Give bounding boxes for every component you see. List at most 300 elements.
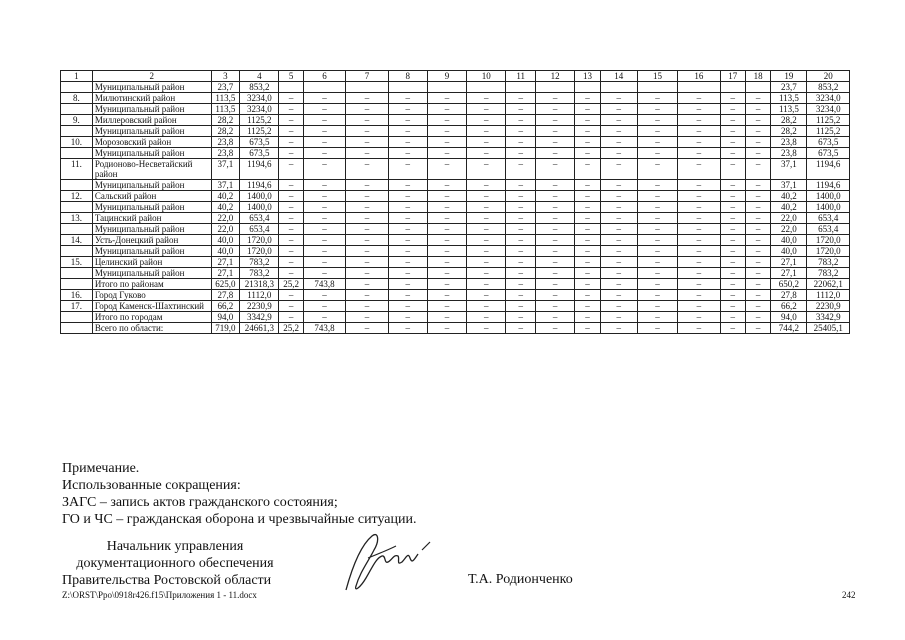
value-cell: – [346, 268, 388, 279]
value-cell: – [536, 104, 575, 115]
value-cell: 673,5 [807, 137, 850, 148]
value-cell: 37,1 [211, 159, 240, 180]
table-row [61, 93, 850, 104]
value-cell: – [745, 148, 770, 159]
value-cell: – [346, 115, 388, 126]
value-cell: – [600, 235, 637, 246]
value-cell: – [637, 126, 677, 137]
value-cell: 28,2 [211, 126, 240, 137]
row-number-cell: 12. [61, 191, 93, 202]
value-cell: 743,8 [303, 279, 345, 290]
row-number-cell [61, 279, 93, 290]
table-row [61, 148, 850, 159]
value-cell: 24661,3 [240, 323, 279, 334]
value-cell: – [506, 180, 536, 191]
value-cell: – [575, 93, 600, 104]
value-cell: – [745, 290, 770, 301]
value-cell: 673,5 [240, 137, 279, 148]
value-cell: – [346, 312, 388, 323]
value-cell: – [388, 202, 427, 213]
value-cell: – [303, 115, 345, 126]
value-cell: – [279, 213, 303, 224]
value-cell: – [467, 180, 506, 191]
value-cell: 23,8 [771, 148, 807, 159]
notes-title: Примечание. [62, 461, 140, 476]
value-cell: – [427, 290, 466, 301]
row-number-cell: 10. [61, 137, 93, 148]
value-cell: – [506, 104, 536, 115]
value-cell: – [506, 148, 536, 159]
value-cell: – [600, 137, 637, 148]
table-row [61, 104, 850, 115]
file-path: Z:\ORST\Ppo\0918r426.f15\Приложения 1 - 11.docx [62, 590, 257, 600]
value-cell: – [575, 104, 600, 115]
district-name-cell: Миллеровский район [92, 115, 211, 126]
value-cell: 3234,0 [807, 104, 850, 115]
table-row [61, 159, 850, 180]
value-cell: 3234,0 [240, 104, 279, 115]
value-cell: – [536, 290, 575, 301]
value-cell: 21318,3 [240, 279, 279, 290]
value-cell: 27,1 [771, 268, 807, 279]
value-cell: – [279, 224, 303, 235]
value-cell: – [279, 301, 303, 312]
value-cell: – [467, 235, 506, 246]
value-cell: – [720, 148, 745, 159]
value-cell: – [678, 213, 720, 224]
value-cell: – [536, 126, 575, 137]
value-cell: – [346, 159, 388, 180]
value-cell: 25,2 [279, 279, 303, 290]
value-cell: – [303, 213, 345, 224]
value-cell: 744,2 [771, 323, 807, 334]
value-cell: – [346, 137, 388, 148]
value-cell: – [303, 191, 345, 202]
value-cell: – [600, 246, 637, 257]
district-name-cell: Муниципальный район [92, 224, 211, 235]
value-cell: 94,0 [771, 312, 807, 323]
table-row [61, 224, 850, 235]
value-cell: – [678, 126, 720, 137]
value-cell: – [279, 202, 303, 213]
value-cell: – [303, 224, 345, 235]
value-cell: – [600, 93, 637, 104]
value-cell: – [600, 301, 637, 312]
value-cell: – [506, 257, 536, 268]
value-cell: – [467, 312, 506, 323]
district-name-cell: Муниципальный район [92, 180, 211, 191]
value-cell: – [575, 191, 600, 202]
district-name-cell: Усть-Донецкий район [92, 235, 211, 246]
value-cell: 27,8 [211, 290, 240, 301]
value-cell: – [467, 159, 506, 180]
value-cell: – [600, 148, 637, 159]
value-cell: – [720, 290, 745, 301]
value-cell: – [279, 191, 303, 202]
value-cell: – [745, 213, 770, 224]
value-cell: 37,1 [211, 180, 240, 191]
district-name-cell: Муниципальный район [92, 246, 211, 257]
value-cell: – [427, 312, 466, 323]
signer-position-line1: Начальник управления [106, 539, 244, 554]
value-cell: – [506, 202, 536, 213]
table-row [61, 126, 850, 137]
value-cell: 37,1 [771, 159, 807, 180]
notes-block [62, 460, 417, 528]
value-cell: 2230,9 [807, 301, 850, 312]
district-name-cell: Муниципальный район [92, 268, 211, 279]
signer-position [62, 538, 288, 589]
value-cell: – [427, 104, 466, 115]
column-header: 7 [346, 71, 388, 82]
value-cell: – [720, 180, 745, 191]
district-name-cell: Муниципальный район [92, 104, 211, 115]
table-row [61, 246, 850, 257]
value-cell: – [720, 323, 745, 334]
value-cell: – [745, 104, 770, 115]
value-cell: – [575, 213, 600, 224]
value-cell: 40,0 [211, 246, 240, 257]
value-cell: – [346, 148, 388, 159]
value-cell: 113,5 [211, 104, 240, 115]
value-cell: – [745, 257, 770, 268]
row-number-cell: 17. [61, 301, 93, 312]
value-cell: – [388, 224, 427, 235]
value-cell: – [467, 257, 506, 268]
value-cell: – [346, 191, 388, 202]
value-cell: – [720, 137, 745, 148]
value-cell: – [745, 246, 770, 257]
district-name-cell: Город Каменск-Шахтинский [92, 301, 211, 312]
value-cell: 22,0 [211, 213, 240, 224]
value-cell: – [346, 257, 388, 268]
value-cell: 1112,0 [807, 290, 850, 301]
column-header: 18 [745, 71, 770, 82]
value-cell: – [388, 301, 427, 312]
value-cell: – [506, 126, 536, 137]
value-cell: – [720, 246, 745, 257]
value-cell: – [467, 137, 506, 148]
value-cell: – [575, 268, 600, 279]
value-cell [637, 82, 677, 93]
value-cell: – [506, 301, 536, 312]
value-cell: – [678, 279, 720, 290]
value-cell: – [745, 235, 770, 246]
value-cell: – [575, 224, 600, 235]
value-cell: 22,0 [771, 213, 807, 224]
value-cell: – [720, 312, 745, 323]
value-cell: – [745, 224, 770, 235]
value-cell: 40,2 [771, 191, 807, 202]
table-row [61, 268, 850, 279]
value-cell: – [506, 268, 536, 279]
value-cell: – [720, 301, 745, 312]
column-header: 5 [279, 71, 303, 82]
value-cell: – [427, 235, 466, 246]
value-cell: 653,4 [240, 224, 279, 235]
value-cell: – [536, 246, 575, 257]
signer-name: Т.А. Родионченко [468, 572, 573, 587]
value-cell: – [600, 180, 637, 191]
value-cell [678, 82, 720, 93]
value-cell: – [720, 202, 745, 213]
value-cell: 37,1 [771, 180, 807, 191]
row-number-cell [61, 104, 93, 115]
value-cell: – [745, 312, 770, 323]
handwritten-signature [338, 528, 438, 598]
row-number-cell: 13. [61, 213, 93, 224]
value-cell: – [388, 93, 427, 104]
value-cell: – [388, 268, 427, 279]
value-cell: – [678, 159, 720, 180]
row-number-cell [61, 224, 93, 235]
value-cell: – [720, 159, 745, 180]
row-number-cell: 16. [61, 290, 93, 301]
value-cell: – [600, 312, 637, 323]
value-cell: – [388, 159, 427, 180]
value-cell: – [720, 268, 745, 279]
value-cell [575, 82, 600, 93]
value-cell: – [346, 323, 388, 334]
value-cell: 719,0 [211, 323, 240, 334]
table-row [61, 202, 850, 213]
value-cell: – [279, 104, 303, 115]
value-cell: 28,2 [211, 115, 240, 126]
value-cell: – [536, 115, 575, 126]
column-header: 10 [467, 71, 506, 82]
value-cell: 625,0 [211, 279, 240, 290]
value-cell: – [600, 279, 637, 290]
value-cell: – [303, 159, 345, 180]
value-cell: – [637, 213, 677, 224]
value-cell: – [427, 279, 466, 290]
value-cell: – [720, 279, 745, 290]
value-cell: – [506, 137, 536, 148]
value-cell: – [279, 246, 303, 257]
value-cell: – [575, 323, 600, 334]
value-cell: 27,8 [771, 290, 807, 301]
row-number-cell [61, 82, 93, 93]
value-cell: 1125,2 [240, 126, 279, 137]
value-cell: 853,2 [240, 82, 279, 93]
column-header: 11 [506, 71, 536, 82]
district-name-cell: Всего по области: [92, 323, 211, 334]
value-cell: 22,0 [771, 224, 807, 235]
value-cell: 22,0 [211, 224, 240, 235]
district-name-cell: Целинский район [92, 257, 211, 268]
value-cell: – [678, 148, 720, 159]
value-cell: – [720, 213, 745, 224]
value-cell: – [427, 126, 466, 137]
value-cell: – [303, 202, 345, 213]
value-cell: – [427, 159, 466, 180]
value-cell: – [303, 126, 345, 137]
table-row [61, 213, 850, 224]
value-cell: – [745, 323, 770, 334]
table-row [61, 115, 850, 126]
value-cell: – [346, 224, 388, 235]
value-cell: – [678, 301, 720, 312]
district-name-cell: Итого по районам [92, 279, 211, 290]
value-cell: 783,2 [807, 257, 850, 268]
value-cell: – [467, 191, 506, 202]
value-cell: – [427, 268, 466, 279]
value-cell [346, 82, 388, 93]
value-cell: 673,5 [807, 148, 850, 159]
value-cell: – [637, 180, 677, 191]
value-cell: – [600, 268, 637, 279]
page-number: 242 [842, 590, 856, 600]
signer-position-line3: Правительства Ростовской области [62, 573, 272, 588]
value-cell: – [637, 323, 677, 334]
value-cell: – [346, 126, 388, 137]
value-cell: – [346, 104, 388, 115]
value-cell: – [427, 148, 466, 159]
value-cell: – [745, 93, 770, 104]
value-cell: 1125,2 [240, 115, 279, 126]
value-cell: – [388, 290, 427, 301]
district-name-cell: Морозовский район [92, 137, 211, 148]
value-cell: 673,5 [240, 148, 279, 159]
value-cell: – [575, 312, 600, 323]
value-cell: – [303, 148, 345, 159]
value-cell: – [388, 323, 427, 334]
value-cell: – [536, 148, 575, 159]
value-cell: 27,1 [771, 257, 807, 268]
value-cell: – [346, 93, 388, 104]
value-cell: – [303, 104, 345, 115]
value-cell: – [600, 224, 637, 235]
value-cell: – [678, 115, 720, 126]
value-cell: – [346, 301, 388, 312]
table-row [61, 180, 850, 191]
value-cell: – [388, 137, 427, 148]
column-header: 19 [771, 71, 807, 82]
value-cell: – [637, 115, 677, 126]
value-cell: – [575, 235, 600, 246]
value-cell: – [536, 323, 575, 334]
value-cell: – [346, 290, 388, 301]
value-cell: 40,2 [771, 202, 807, 213]
row-number-cell [61, 202, 93, 213]
value-cell [745, 82, 770, 93]
value-cell: – [279, 115, 303, 126]
district-name-cell: Сальский район [92, 191, 211, 202]
value-cell: – [506, 246, 536, 257]
value-cell: 3234,0 [807, 93, 850, 104]
value-cell: – [506, 159, 536, 180]
value-cell: – [303, 257, 345, 268]
value-cell: – [745, 202, 770, 213]
value-cell: – [745, 137, 770, 148]
value-cell: 1194,6 [807, 180, 850, 191]
value-cell: – [600, 257, 637, 268]
value-cell: 25,2 [279, 323, 303, 334]
table-row [61, 82, 850, 93]
column-header: 4 [240, 71, 279, 82]
value-cell: – [678, 93, 720, 104]
value-cell: – [575, 246, 600, 257]
value-cell [279, 82, 303, 93]
value-cell: 2230,9 [240, 301, 279, 312]
value-cell: – [678, 312, 720, 323]
value-cell: 1125,2 [807, 115, 850, 126]
value-cell: – [575, 301, 600, 312]
row-number-cell [61, 148, 93, 159]
value-cell: – [467, 268, 506, 279]
value-cell: – [303, 312, 345, 323]
value-cell [427, 82, 466, 93]
column-header: 17 [720, 71, 745, 82]
value-cell: 25405,1 [807, 323, 850, 334]
value-cell: 40,0 [211, 235, 240, 246]
district-name-cell: Город Гуково [92, 290, 211, 301]
value-cell: 1720,0 [807, 246, 850, 257]
value-cell: – [745, 126, 770, 137]
value-cell: – [467, 213, 506, 224]
value-cell [303, 82, 345, 93]
row-number-cell: 11. [61, 159, 93, 180]
value-cell: – [678, 257, 720, 268]
value-cell: – [467, 246, 506, 257]
value-cell: – [388, 257, 427, 268]
value-cell: – [678, 104, 720, 115]
value-cell: – [506, 115, 536, 126]
value-cell: – [720, 191, 745, 202]
value-cell: – [637, 159, 677, 180]
value-cell: 1400,0 [807, 191, 850, 202]
value-cell: – [467, 290, 506, 301]
value-cell: – [678, 180, 720, 191]
value-cell: – [600, 159, 637, 180]
value-cell: – [506, 235, 536, 246]
value-cell: – [575, 180, 600, 191]
value-cell: – [279, 312, 303, 323]
value-cell: – [303, 268, 345, 279]
value-cell: – [745, 191, 770, 202]
value-cell: – [279, 148, 303, 159]
value-cell: – [600, 126, 637, 137]
value-cell: – [506, 312, 536, 323]
value-cell: – [427, 246, 466, 257]
table-row [61, 301, 850, 312]
value-cell: – [427, 137, 466, 148]
value-cell: – [303, 301, 345, 312]
value-cell: – [720, 126, 745, 137]
value-cell: – [678, 323, 720, 334]
value-cell: – [536, 312, 575, 323]
value-cell: 66,2 [211, 301, 240, 312]
table-row [61, 312, 850, 323]
value-cell: 783,2 [807, 268, 850, 279]
value-cell: 23,8 [211, 148, 240, 159]
value-cell: – [427, 323, 466, 334]
column-header: 2 [92, 71, 211, 82]
column-header: 14 [600, 71, 637, 82]
value-cell: – [388, 191, 427, 202]
value-cell [536, 82, 575, 93]
row-number-cell: 9. [61, 115, 93, 126]
value-cell: – [346, 202, 388, 213]
district-name-cell: Итого по городам [92, 312, 211, 323]
value-cell: – [600, 191, 637, 202]
column-header: 9 [427, 71, 466, 82]
value-cell: – [506, 290, 536, 301]
value-cell: – [637, 257, 677, 268]
value-cell: – [303, 246, 345, 257]
value-cell: – [637, 301, 677, 312]
value-cell: – [467, 115, 506, 126]
